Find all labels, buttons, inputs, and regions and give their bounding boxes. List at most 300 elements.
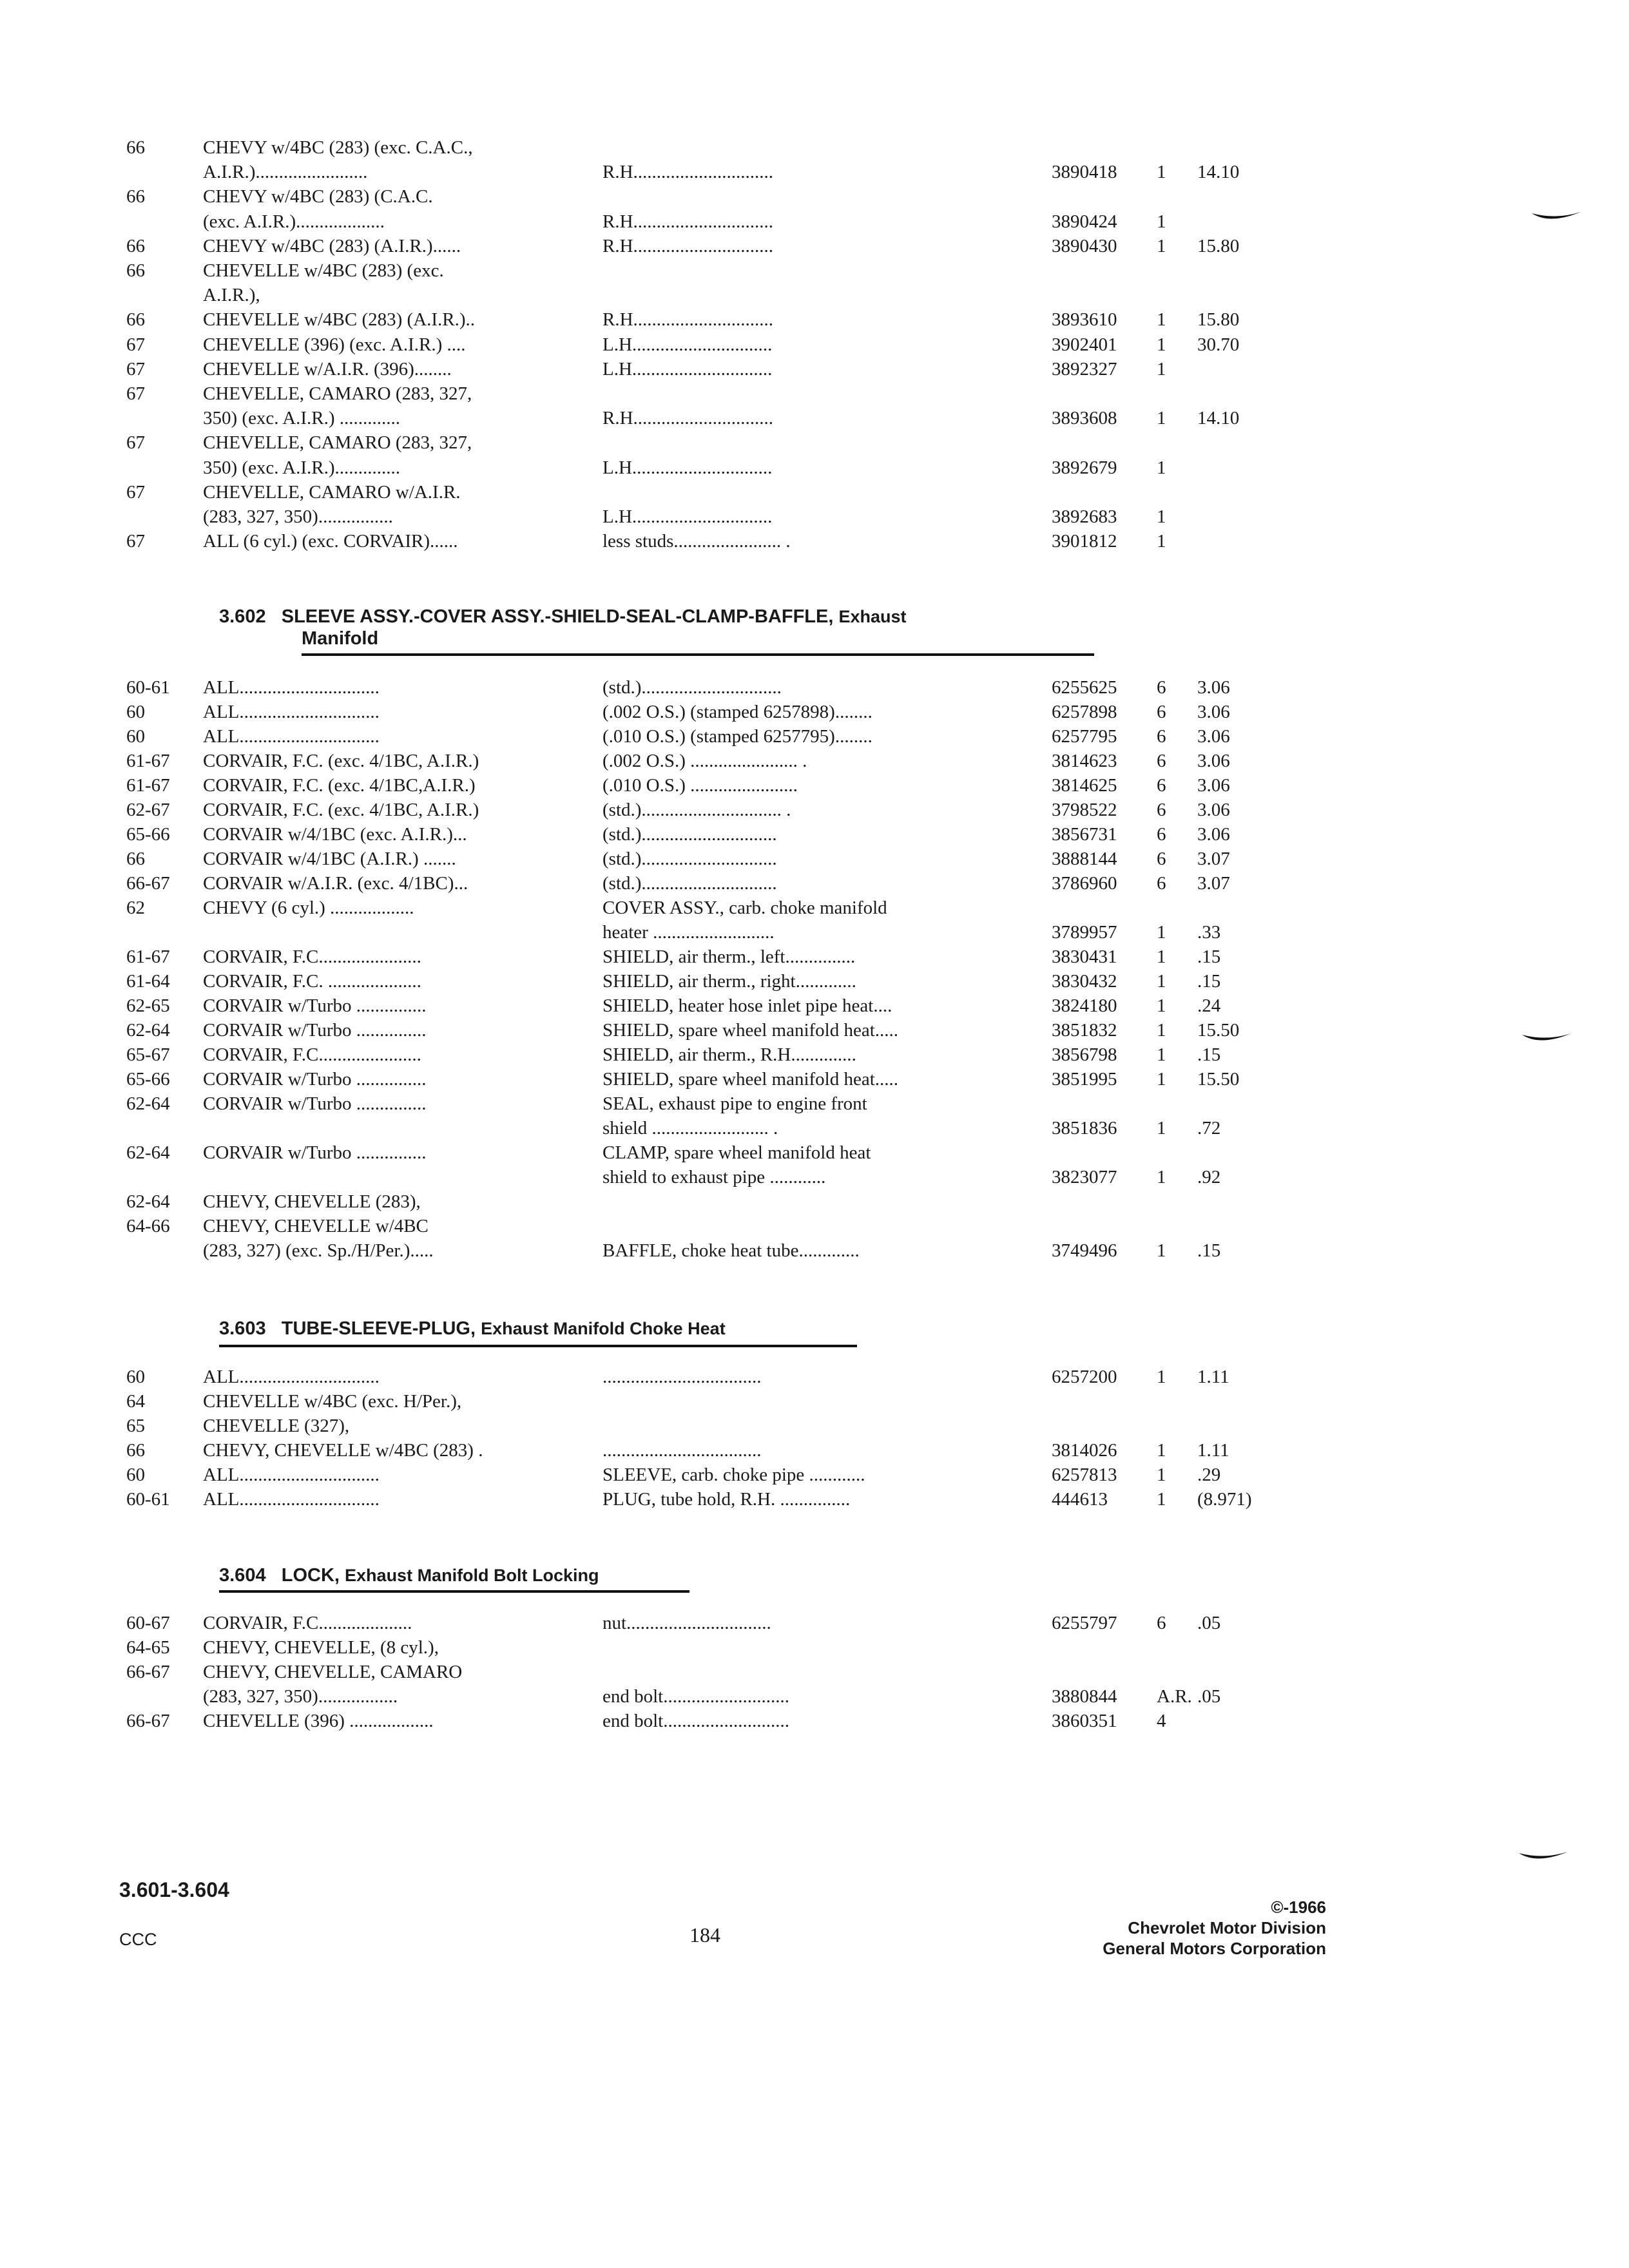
table-row	[0, 675, 1629, 700]
table-row	[0, 1018, 1629, 1043]
part-description: (std.).............................	[602, 849, 777, 869]
part-number: 3814026	[1052, 1440, 1117, 1461]
part-number: 3856731	[1052, 824, 1117, 845]
part-year: 67	[126, 432, 145, 454]
part-model: CHEVY, CHEVELLE, CAMARO	[203, 1662, 463, 1682]
part-year: 64-65	[126, 1637, 170, 1658]
part-number: 3902401	[1052, 334, 1117, 355]
table-row	[0, 1660, 1629, 1684]
part-price: (8.971)	[1197, 1489, 1252, 1510]
part-description: (.002 O.S.) ....................... .	[602, 751, 807, 771]
footer-corporation: General Motors Corporation	[1103, 1939, 1326, 1958]
part-description: L.H..............................	[602, 334, 773, 355]
section-602-name: SLEEVE ASSY.-COVER ASSY.-SHIELD-SEAL-CLAMP-BAFFLE,	[281, 606, 834, 627]
part-model: A.I.R.)........................	[203, 162, 368, 183]
part-quantity: 1	[1157, 358, 1166, 380]
part-model: CHEVY, CHEVELLE w/4BC	[203, 1216, 429, 1236]
part-year: 61-64	[126, 971, 170, 992]
footer-section-range: 3.601-3.604	[119, 1878, 229, 1901]
table-row	[0, 480, 1629, 505]
part-description: PLUG, tube hold, R.H. ...............	[602, 1489, 851, 1510]
table-row	[0, 1709, 1629, 1733]
part-number: 3890424	[1052, 211, 1117, 232]
table-row	[0, 1414, 1629, 1438]
part-quantity: 1	[1157, 1044, 1166, 1065]
section-602-title-line2: Manifold	[302, 628, 379, 649]
part-quantity: 1	[1157, 1020, 1166, 1041]
table-row	[0, 209, 1629, 234]
table-row	[0, 234, 1629, 258]
part-description: (.010 O.S.) (stamped 6257795)........	[602, 726, 872, 747]
part-year: 66-67	[126, 873, 170, 894]
footer-division: Chevrolet Motor Division	[1128, 1918, 1326, 1937]
part-model: (283, 327) (exc. Sp./H/Per.).....	[203, 1240, 434, 1261]
part-quantity: 1	[1157, 1465, 1166, 1485]
part-price: 3.06	[1197, 800, 1230, 820]
part-quantity: 1	[1157, 162, 1166, 183]
part-model: CORVAIR w/4/1BC (A.I.R.) .......	[203, 849, 456, 869]
part-number: 3892679	[1052, 457, 1117, 478]
table-row	[0, 529, 1629, 553]
part-price: .72	[1197, 1118, 1221, 1139]
table-row	[0, 920, 1629, 945]
part-year: 67	[126, 383, 145, 404]
part-number: 3824180	[1052, 995, 1117, 1016]
part-description: nut...............................	[602, 1613, 771, 1633]
part-model: CORVAIR w/Turbo ...............	[203, 1020, 427, 1041]
part-model: CORVAIR, F.C....................	[203, 1613, 412, 1633]
table-row	[0, 822, 1629, 847]
part-model: (283, 327, 350)................	[203, 506, 393, 527]
table-row	[0, 456, 1629, 480]
part-description: BAFFLE, choke heat tube.............	[602, 1240, 860, 1261]
part-description: R.H..............................	[602, 408, 774, 429]
part-model: CORVAIR, F.C. ....................	[203, 971, 421, 992]
table-row	[0, 1214, 1629, 1238]
part-number: 3830431	[1052, 947, 1117, 967]
part-price: 1.11	[1197, 1440, 1229, 1461]
part-year: 61-67	[126, 751, 170, 771]
table-row	[0, 969, 1629, 994]
table-row	[0, 406, 1629, 430]
part-price: 30.70	[1197, 334, 1240, 355]
part-quantity: 1	[1157, 334, 1166, 355]
part-year: 67	[126, 358, 145, 380]
part-number: 3830432	[1052, 971, 1117, 992]
table-row	[0, 332, 1629, 357]
part-description: L.H..............................	[602, 457, 773, 478]
part-quantity: 6	[1157, 751, 1166, 771]
part-year: 67	[126, 334, 145, 355]
part-model: CHEVY, CHEVELLE w/4BC (283) .	[203, 1440, 483, 1461]
part-model: 350) (exc. A.I.R.) .............	[203, 408, 401, 429]
part-year: 64-66	[126, 1216, 170, 1236]
part-description: (std.).............................	[602, 824, 777, 845]
part-description: end bolt...........................	[602, 1711, 789, 1731]
part-description: SHIELD, spare wheel manifold heat.....	[602, 1020, 899, 1041]
part-model: CORVAIR, F.C. (exc. 4/1BC, A.I.R.)	[203, 800, 479, 820]
section-603-title	[219, 1318, 726, 1340]
part-model: CHEVELLE w/4BC (283) (A.I.R.)..	[203, 309, 476, 331]
part-year: 66-67	[126, 1711, 170, 1731]
part-quantity: 1	[1157, 971, 1166, 992]
part-description: L.H..............................	[602, 506, 773, 527]
footer-copyright: ©-1966	[1271, 1898, 1326, 1917]
part-model: CHEVELLE (396) ..................	[203, 1711, 434, 1731]
part-quantity: 6	[1157, 677, 1166, 698]
part-quantity: 1	[1157, 531, 1166, 552]
table-row	[0, 160, 1629, 184]
part-number: 3860351	[1052, 1711, 1117, 1731]
part-quantity: 1	[1157, 1118, 1166, 1139]
section-602-title	[219, 606, 907, 628]
part-model: ALL..............................	[203, 702, 380, 722]
part-number: 3890430	[1052, 235, 1117, 256]
part-number: 3893610	[1052, 309, 1117, 331]
part-model: CHEVELLE (327),	[203, 1416, 350, 1436]
part-year: 62-64	[126, 1142, 170, 1163]
table-row	[0, 1067, 1629, 1091]
part-number: 6255797	[1052, 1613, 1117, 1633]
part-number: 3798522	[1052, 800, 1117, 820]
part-description: SHIELD, air therm., right.............	[602, 971, 856, 992]
part-model: CHEVELLE, CAMARO (283, 327,	[203, 383, 472, 404]
table-row	[0, 307, 1629, 332]
part-number: 3823077	[1052, 1167, 1117, 1187]
part-year: 66	[126, 137, 145, 158]
part-quantity: 1	[1157, 947, 1166, 967]
table-row	[0, 773, 1629, 798]
part-quantity: 1	[1157, 309, 1166, 331]
part-number: 6257200	[1052, 1367, 1117, 1387]
part-description: R.H..............................	[602, 309, 774, 331]
part-year: 62-64	[126, 1020, 170, 1041]
table-row	[0, 381, 1629, 406]
part-model: CHEVELLE w/4BC (exc. H/Per.),	[203, 1391, 462, 1412]
part-quantity: 1	[1157, 922, 1166, 943]
part-price: 14.10	[1197, 162, 1240, 183]
part-quantity: 6	[1157, 1613, 1166, 1633]
part-quantity: 6	[1157, 873, 1166, 894]
part-model: CORVAIR w/Turbo ...............	[203, 1069, 427, 1090]
part-description: CLAMP, spare wheel manifold heat	[602, 1142, 871, 1163]
part-quantity: 1	[1157, 506, 1166, 527]
part-model: ALL..............................	[203, 1367, 380, 1387]
part-quantity: 6	[1157, 702, 1166, 722]
table-row	[0, 283, 1629, 307]
part-number: 6257813	[1052, 1465, 1117, 1485]
part-description: ..................................	[602, 1367, 762, 1387]
part-price: .33	[1197, 922, 1221, 943]
part-number: 6255625	[1052, 677, 1117, 698]
table-row	[0, 1487, 1629, 1512]
table-row	[0, 505, 1629, 529]
part-model: CHEVY w/4BC (283) (exc. C.A.C.,	[203, 137, 473, 158]
section-604-title-tail: Exhaust Manifold Bolt Locking	[345, 1566, 599, 1585]
part-price: .05	[1197, 1686, 1221, 1707]
part-price: .24	[1197, 995, 1221, 1016]
part-quantity: 1	[1157, 1440, 1166, 1461]
part-price: 15.50	[1197, 1020, 1240, 1041]
part-year: 61-67	[126, 947, 170, 967]
table-row	[0, 430, 1629, 455]
part-model: CHEVY w/4BC (283) (C.A.C.	[203, 186, 433, 207]
table-row	[0, 1365, 1629, 1389]
table-row	[0, 700, 1629, 724]
part-number: 3851832	[1052, 1020, 1117, 1041]
part-description: R.H..............................	[602, 211, 774, 232]
part-description: R.H..............................	[602, 235, 774, 256]
part-description: shield ......................... .	[602, 1118, 778, 1139]
part-model: (exc. A.I.R.)...................	[203, 211, 385, 232]
part-model: 350) (exc. A.I.R.)..............	[203, 457, 401, 478]
part-quantity: 4	[1157, 1711, 1166, 1731]
part-description: shield to exhaust pipe ............	[602, 1167, 826, 1187]
part-model: CORVAIR, F.C. (exc. 4/1BC,A.I.R.)	[203, 775, 476, 796]
part-price: .15	[1197, 1240, 1221, 1261]
part-quantity: 6	[1157, 800, 1166, 820]
part-price: 15.50	[1197, 1069, 1240, 1090]
table-row	[0, 1611, 1629, 1635]
part-description: SLEEVE, carb. choke pipe ............	[602, 1465, 865, 1485]
part-model: CHEVY, CHEVELLE, (8 cyl.),	[203, 1637, 439, 1658]
section-603-rule	[219, 1345, 857, 1347]
part-year: 66	[126, 1440, 145, 1461]
part-price: 3.06	[1197, 775, 1230, 796]
part-model: A.I.R.),	[203, 285, 260, 306]
table-row	[0, 1238, 1629, 1263]
part-year: 65	[126, 1416, 145, 1436]
part-year: 65-66	[126, 1069, 170, 1090]
part-description: (std.).............................. .	[602, 800, 791, 820]
part-description: (std.).............................	[602, 873, 777, 894]
part-model: CORVAIR, F.C......................	[203, 947, 421, 967]
part-number: 3893608	[1052, 408, 1117, 429]
part-model: CORVAIR w/A.I.R. (exc. 4/1BC)...	[203, 873, 468, 894]
part-price: 3.06	[1197, 677, 1230, 698]
table-row	[0, 896, 1629, 920]
part-year: 62	[126, 898, 145, 918]
part-year: 60	[126, 702, 145, 722]
part-price: .15	[1197, 947, 1221, 967]
part-year: 65-66	[126, 824, 170, 845]
part-model: CORVAIR w/Turbo ...............	[203, 995, 427, 1016]
part-number: 3892683	[1052, 506, 1117, 527]
part-price: 3.07	[1197, 849, 1230, 869]
table-row	[0, 945, 1629, 969]
part-quantity: 1	[1157, 1167, 1166, 1187]
table-row	[0, 1091, 1629, 1116]
part-description: SHIELD, air therm., left...............	[602, 947, 856, 967]
part-quantity: 1	[1157, 457, 1166, 478]
part-price: 3.06	[1197, 702, 1230, 722]
part-number: 3749496	[1052, 1240, 1117, 1261]
part-model: CORVAIR w/Turbo ...............	[203, 1142, 427, 1163]
part-quantity: A.R.	[1157, 1686, 1192, 1707]
section-604-rule	[219, 1590, 689, 1593]
section-603-title-tail: Exhaust Manifold Choke Heat	[481, 1319, 726, 1338]
footer-code: CCC	[119, 1930, 157, 1949]
part-year: 66	[126, 186, 145, 207]
part-model: (283, 327, 350).................	[203, 1686, 398, 1707]
part-year: 66	[126, 235, 145, 256]
part-model: CHEVELLE w/4BC (283) (exc.	[203, 260, 444, 281]
section-604-title	[219, 1564, 599, 1586]
part-quantity: 1	[1157, 1367, 1166, 1387]
section-604-name: LOCK,	[281, 1565, 340, 1586]
section-603-name: TUBE-SLEEVE-PLUG,	[281, 1318, 476, 1339]
part-number: 3814625	[1052, 775, 1117, 796]
part-description: SHIELD, heater hose inlet pipe heat....	[602, 995, 892, 1016]
table-row	[0, 1116, 1629, 1140]
part-price: 3.06	[1197, 751, 1230, 771]
binding-hole-mark	[1518, 1849, 1569, 1869]
part-price: .05	[1197, 1613, 1221, 1633]
part-price: 1.11	[1197, 1367, 1229, 1387]
part-description: less studs....................... .	[602, 531, 791, 552]
part-model: ALL..............................	[203, 1465, 380, 1485]
part-model: CHEVY w/4BC (283) (A.I.R.)......	[203, 235, 461, 256]
part-year: 64	[126, 1391, 145, 1412]
part-number: 3888144	[1052, 849, 1117, 869]
part-model: ALL (6 cyl.) (exc. CORVAIR)......	[203, 531, 458, 552]
part-year: 66	[126, 309, 145, 331]
part-quantity: 6	[1157, 775, 1166, 796]
part-price: .15	[1197, 1044, 1221, 1065]
part-year: 67	[126, 531, 145, 552]
part-number: 3880844	[1052, 1686, 1117, 1707]
table-row	[0, 1463, 1629, 1487]
part-price: 14.10	[1197, 408, 1240, 429]
part-model: CHEVY (6 cyl.) ..................	[203, 898, 414, 918]
part-description: (.010 O.S.) .......................	[602, 775, 798, 796]
part-price: .29	[1197, 1465, 1221, 1485]
part-number: 3786960	[1052, 873, 1117, 894]
part-price: 15.80	[1197, 235, 1240, 256]
part-description: heater ..........................	[602, 922, 775, 943]
part-quantity: 1	[1157, 1240, 1166, 1261]
table-row	[0, 724, 1629, 749]
part-number: 444613	[1052, 1489, 1108, 1510]
part-year: 61-67	[126, 775, 170, 796]
part-number: 3789957	[1052, 922, 1117, 943]
part-year: 60	[126, 1367, 145, 1387]
table-row	[0, 749, 1629, 773]
part-description: (.002 O.S.) (stamped 6257898)........	[602, 702, 872, 722]
part-description: ..................................	[602, 1440, 762, 1461]
part-model: ALL..............................	[203, 677, 380, 698]
part-model: CHEVY, CHEVELLE (283),	[203, 1191, 421, 1212]
part-year: 66	[126, 260, 145, 281]
table-row	[0, 258, 1629, 283]
part-number: 3851995	[1052, 1069, 1117, 1090]
part-description: SHIELD, spare wheel manifold heat.....	[602, 1069, 899, 1090]
part-year: 67	[126, 481, 145, 503]
part-price: 3.06	[1197, 726, 1230, 747]
part-number: 6257795	[1052, 726, 1117, 747]
part-quantity: 1	[1157, 408, 1166, 429]
section-604-number: 3.604	[219, 1565, 266, 1586]
part-model: CHEVELLE (396) (exc. A.I.R.) ....	[203, 334, 466, 355]
part-quantity: 6	[1157, 849, 1166, 869]
part-number: 3892327	[1052, 358, 1117, 380]
part-quantity: 1	[1157, 1069, 1166, 1090]
part-model: CHEVELLE, CAMARO (283, 327,	[203, 432, 472, 454]
table-row	[0, 994, 1629, 1018]
part-quantity: 1	[1157, 235, 1166, 256]
part-year: 65-67	[126, 1044, 170, 1065]
table-row	[0, 1189, 1629, 1214]
part-number: 3890418	[1052, 162, 1117, 183]
part-price: .15	[1197, 971, 1221, 992]
part-model: ALL..............................	[203, 726, 380, 747]
page-number: 184	[689, 1923, 720, 1946]
part-description: R.H..............................	[602, 162, 774, 183]
part-year: 62-67	[126, 800, 170, 820]
part-model: CORVAIR, F.C. (exc. 4/1BC, A.I.R.)	[203, 751, 479, 771]
part-quantity: 6	[1157, 824, 1166, 845]
part-model: CHEVELLE w/A.I.R. (396)........	[203, 358, 452, 380]
part-number: 6257898	[1052, 702, 1117, 722]
part-model: CORVAIR, F.C......................	[203, 1044, 421, 1065]
section-602-title-tail: Exhaust	[838, 607, 907, 626]
table-row	[0, 1140, 1629, 1165]
part-quantity: 1	[1157, 995, 1166, 1016]
part-model: ALL..............................	[203, 1489, 380, 1510]
section-602-rule	[302, 653, 1094, 656]
part-price: 15.80	[1197, 309, 1240, 331]
part-description: L.H..............................	[602, 358, 773, 380]
part-description: SEAL, exhaust pipe to engine front	[602, 1093, 867, 1114]
part-number: 3901812	[1052, 531, 1117, 552]
part-description: COVER ASSY., carb. choke manifold	[602, 898, 887, 918]
table-row	[0, 135, 1629, 160]
part-year: 66	[126, 849, 145, 869]
part-price: 3.07	[1197, 873, 1230, 894]
table-row	[0, 1635, 1629, 1660]
table-row	[0, 1438, 1629, 1463]
part-model: CORVAIR w/4/1BC (exc. A.I.R.)...	[203, 824, 467, 845]
table-row	[0, 798, 1629, 822]
table-row	[0, 1043, 1629, 1067]
section-602-number: 3.602	[219, 606, 266, 627]
part-year: 62-64	[126, 1093, 170, 1114]
table-row	[0, 357, 1629, 381]
part-model: CORVAIR w/Turbo ...............	[203, 1093, 427, 1114]
part-description: end bolt...........................	[602, 1686, 789, 1707]
table-row	[0, 1165, 1629, 1189]
part-price: .92	[1197, 1167, 1221, 1187]
part-quantity: 1	[1157, 211, 1166, 232]
part-year: 60	[126, 1465, 145, 1485]
table-row	[0, 847, 1629, 871]
part-year: 66-67	[126, 1662, 170, 1682]
part-description: (std.)..............................	[602, 677, 782, 698]
part-number: 3851836	[1052, 1118, 1117, 1139]
part-price: 3.06	[1197, 824, 1230, 845]
part-quantity: 6	[1157, 726, 1166, 747]
part-model: CHEVELLE, CAMARO w/A.I.R.	[203, 481, 461, 503]
part-year: 60-67	[126, 1613, 170, 1633]
part-description: SHIELD, air therm., R.H..............	[602, 1044, 856, 1065]
binding-hole-mark	[1530, 209, 1582, 229]
part-year: 60-61	[126, 1489, 170, 1510]
part-number: 3856798	[1052, 1044, 1117, 1065]
binding-hole-mark	[1521, 1031, 1572, 1050]
part-year: 60	[126, 726, 145, 747]
part-year: 60-61	[126, 677, 170, 698]
part-number: 3814623	[1052, 751, 1117, 771]
